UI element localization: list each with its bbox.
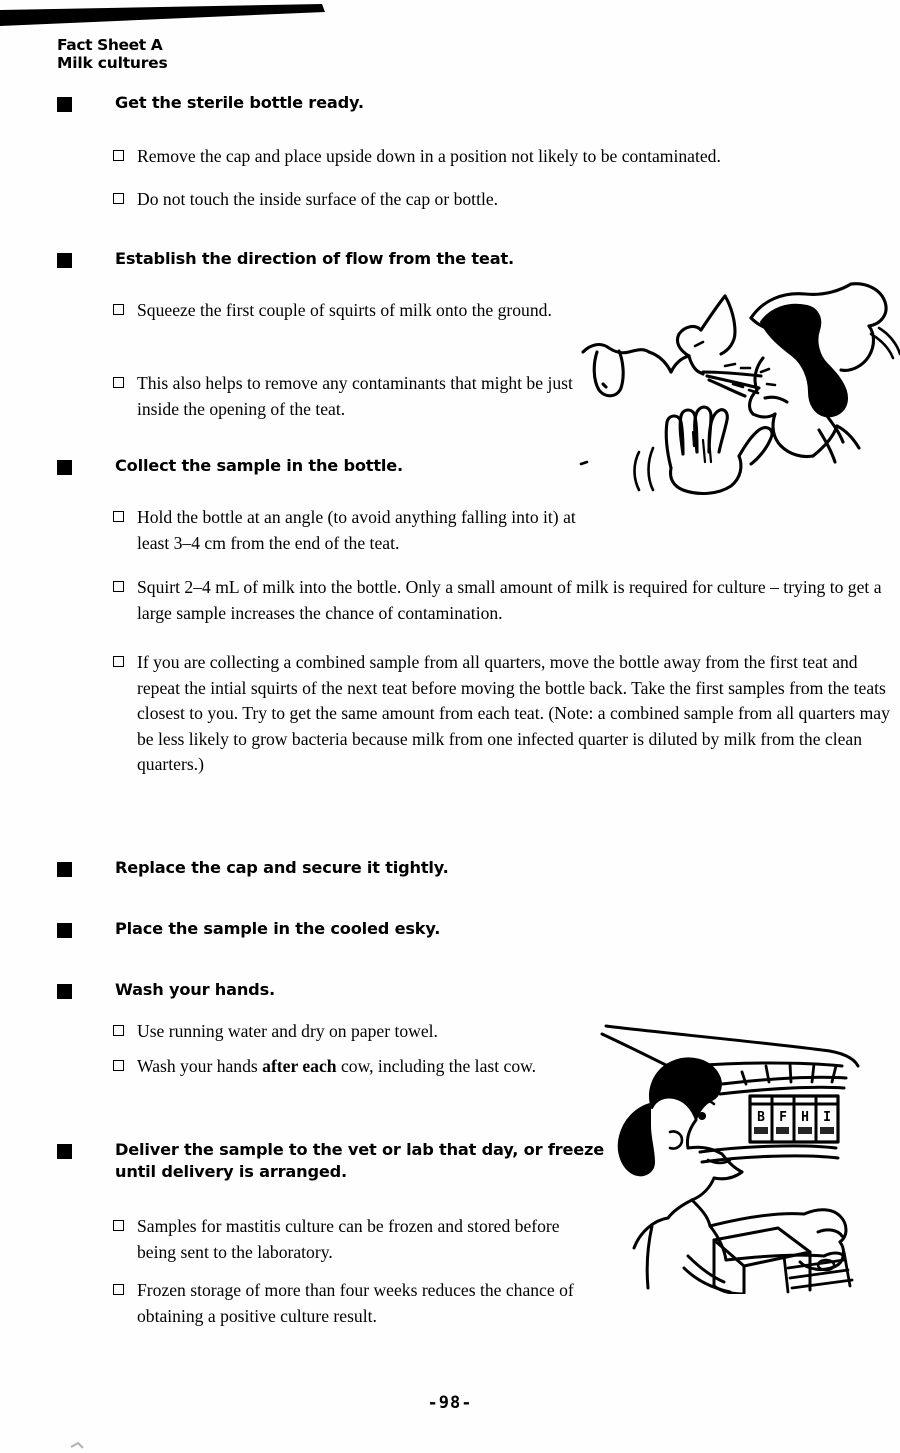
step-3-bullet-3-text: If you are collecting a combined sample from all quarters, move the bottle away from the first teat and repeat the intial squirts of the next teat before moving the bottle back. Take the first samples from the teats closest to you. Try to get the same amount from each teat. (Note: a combined sample from all quarters may be less likely to grow bacteria because milk from one infected quarter is diluted by milk from the clean quarters.)	[137, 652, 890, 774]
filled-square-bullet-icon	[57, 1144, 72, 1159]
hollow-square-bullet-icon	[113, 377, 124, 388]
bottle-label-h: H	[801, 1110, 809, 1125]
step-1-bullet-1	[137, 144, 887, 170]
bottle-label-f: F	[779, 1110, 787, 1125]
bottle-label-i: I	[823, 1110, 831, 1125]
step-2	[115, 248, 815, 270]
hollow-square-bullet-icon	[113, 150, 124, 161]
hollow-square-bullet-icon	[113, 1060, 124, 1071]
cartoon-milk-squirting-in-face-illustration	[575, 272, 900, 497]
step-2-bullet-2-text: This also helps to remove any contaminants that might be just inside the opening of the teat.	[137, 373, 573, 419]
step-7	[115, 1139, 615, 1183]
cartoon-woman-carrying-sample-bottles-illustration	[592, 1004, 892, 1294]
hollow-square-bullet-icon	[113, 1284, 124, 1295]
hollow-square-bullet-icon	[113, 511, 124, 522]
step-2-bullet-1	[137, 298, 577, 324]
step-1-heading-text: Get the sterile bottle ready.	[115, 93, 364, 112]
step-7-bullet-2-text: Frozen storage of more than four weeks reduces the chance of obtaining a positive culture result.	[137, 1280, 574, 1326]
step-1-bullet-2-text: Do not touch the inside surface of the cap or bottle.	[137, 189, 499, 209]
step-5-heading	[115, 918, 815, 940]
hollow-square-bullet-icon	[113, 1220, 124, 1231]
step-3-bullet-1	[137, 505, 587, 556]
step-3-heading-text: Collect the sample in the bottle.	[115, 456, 403, 475]
filled-square-bullet-icon	[57, 984, 72, 999]
step-1	[115, 92, 895, 114]
header-rule-bar	[0, 4, 325, 30]
step-2-bullet-2	[137, 371, 577, 422]
step-7-bullet-1	[137, 1214, 577, 1265]
step-7-heading-text: Deliver the sample to the vet or lab that day, or freeze until delivery is arranged.	[115, 1140, 604, 1181]
step-6-bullet-2	[137, 1054, 577, 1080]
hollow-square-bullet-icon	[113, 304, 124, 315]
hollow-square-bullet-icon	[113, 656, 124, 667]
hollow-square-bullet-icon	[113, 193, 124, 204]
step-4	[115, 857, 815, 879]
step-5-heading-text: Place the sample in the cooled esky.	[115, 919, 441, 938]
step-7-bullet-2	[137, 1278, 577, 1329]
step-7-bullet-1-text: Samples for mastitis culture can be frozen and stored before being sent to the laboratory.	[137, 1216, 560, 1262]
step-6-bullet-2-text: Wash your hands after each cow, including the last cow.	[137, 1056, 537, 1076]
step-3-bullet-1-text: Hold the bottle at an angle (to avoid anything falling into it) at least 3–4 cm from the end of the teat.	[137, 507, 576, 553]
step-4-heading	[115, 857, 815, 879]
step-3-bullet-2-text: Squirt 2–4 mL of milk into the bottle. Only a small amount of milk is required for culture – trying to get a large sample increases the chance of contamination.	[137, 577, 882, 623]
step-2-heading-text: Establish the direction of flow from the teat.	[115, 249, 514, 268]
step-2-bullet-1-text: Squeeze the first couple of squirts of milk onto the ground.	[137, 300, 552, 320]
filled-square-bullet-icon	[57, 862, 72, 877]
step-6-heading-text: Wash your hands.	[115, 980, 275, 999]
step-1-bullet-2	[137, 187, 887, 213]
fact-sheet-subtitle: Milk cultures	[57, 53, 168, 72]
page-number: -98-	[427, 1393, 473, 1413]
step-3-bullet-3	[137, 650, 897, 778]
step-6	[115, 979, 815, 1001]
filled-square-bullet-icon	[57, 460, 72, 475]
step-1-heading	[115, 92, 895, 114]
hollow-square-bullet-icon	[113, 1025, 124, 1036]
filled-square-bullet-icon	[57, 97, 72, 112]
hollow-square-bullet-icon	[113, 581, 124, 592]
step-3-bullet-2	[137, 575, 885, 626]
step-6-bullet-1	[137, 1019, 577, 1045]
step-6-bullet-1-text: Use running water and dry on paper towel.	[137, 1021, 438, 1041]
fact-sheet-title: Fact Sheet A	[57, 36, 163, 54]
step-2-heading	[115, 248, 815, 270]
filled-square-bullet-icon	[57, 923, 72, 938]
scan-artifact	[70, 1437, 86, 1446]
step-7-heading	[115, 1139, 615, 1183]
bottle-label-b: B	[757, 1110, 765, 1125]
step-6-heading	[115, 979, 815, 1001]
filled-square-bullet-icon	[57, 253, 72, 268]
step-5	[115, 918, 815, 940]
step-1-bullet-1-text: Remove the cap and place upside down in a position not likely to be contaminated.	[137, 146, 721, 166]
masthead	[57, 37, 168, 72]
step-4-heading-text: Replace the cap and secure it tightly.	[115, 858, 449, 877]
